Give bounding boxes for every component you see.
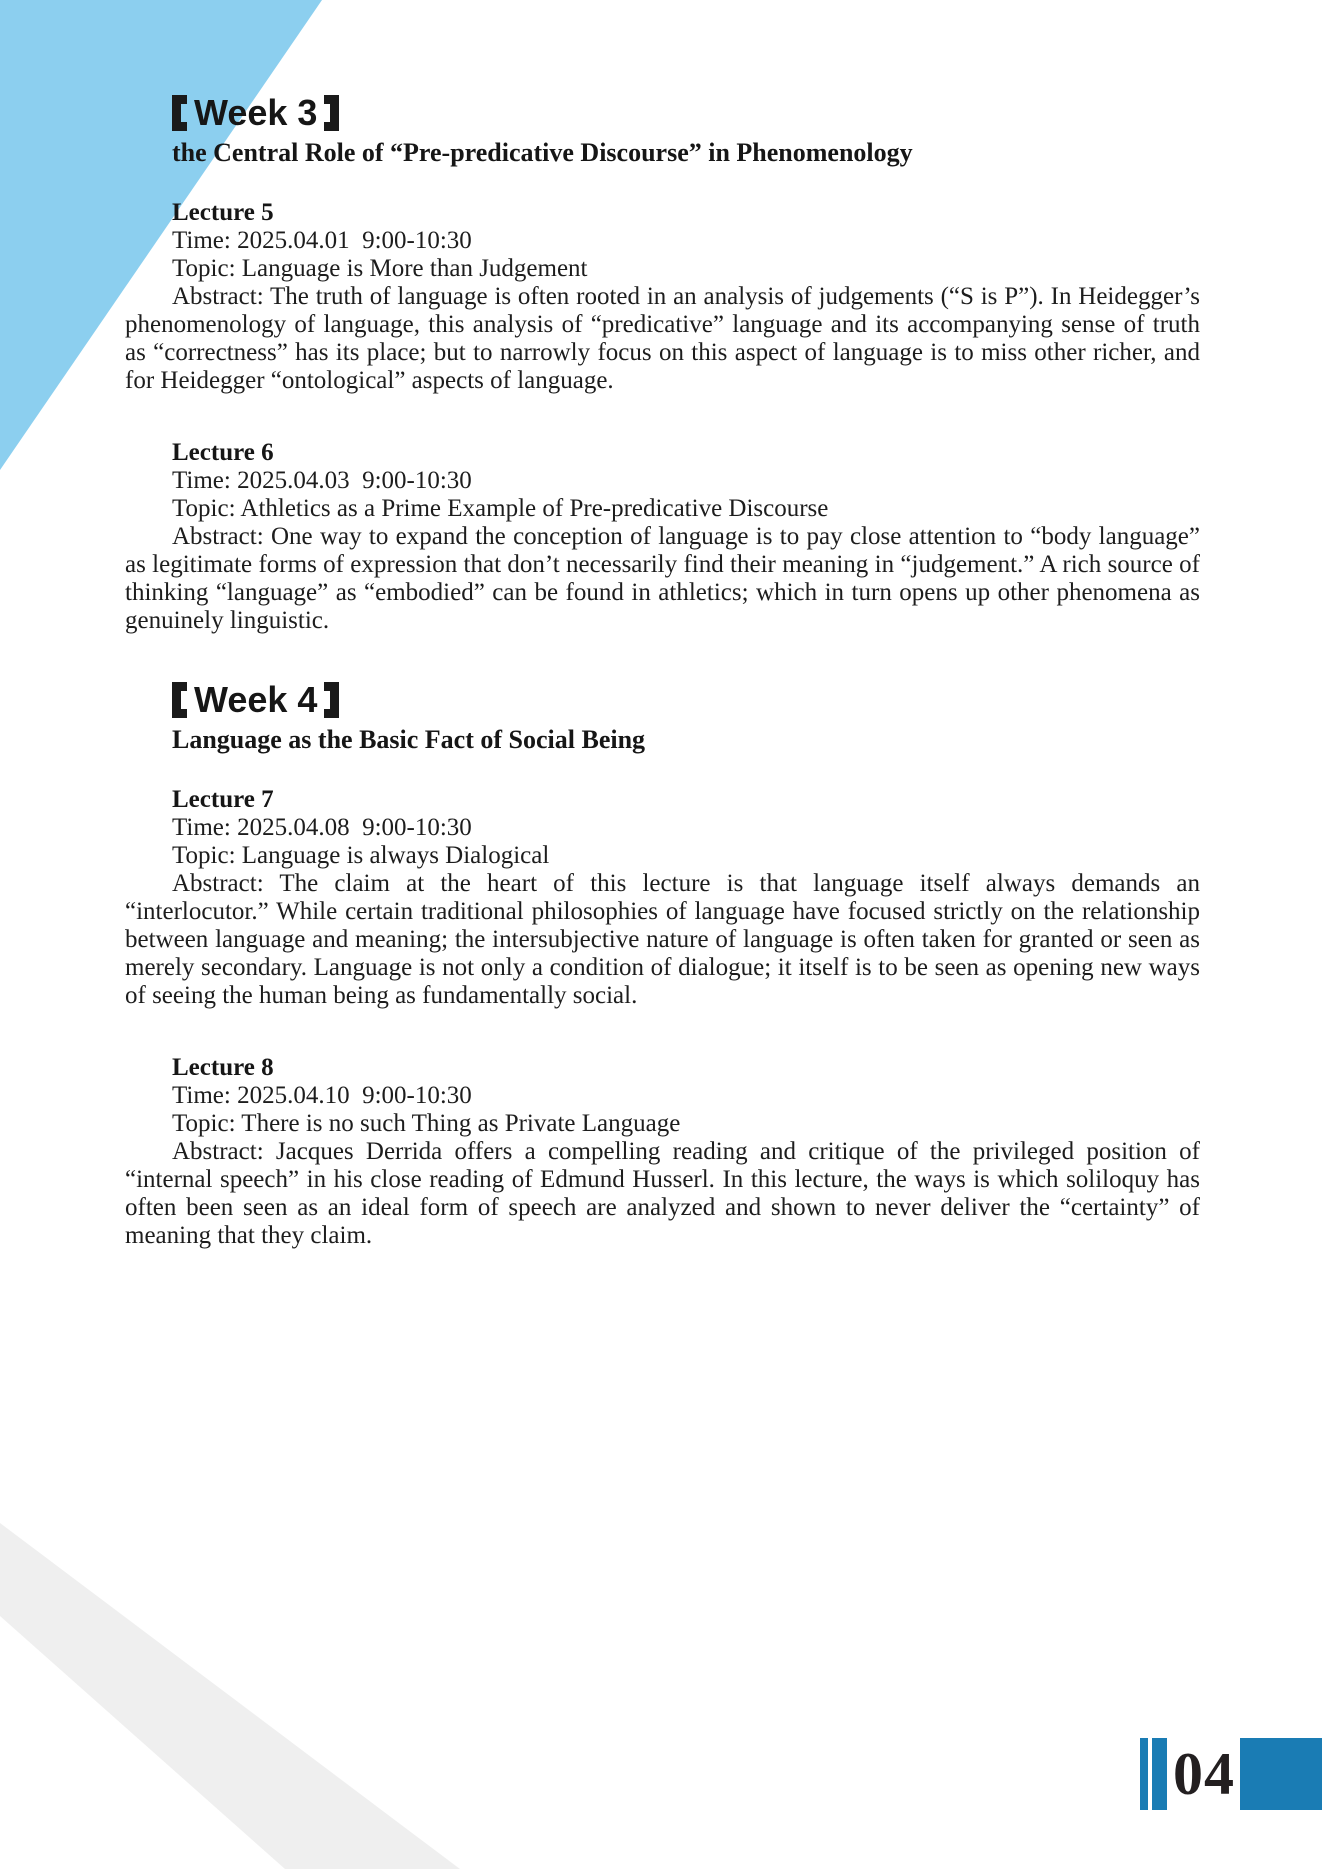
lecture-time: Time: 2025.04.10 9:00-10:30 bbox=[172, 1082, 472, 1109]
week-subtitle: Language as the Basic Fact of Social Being bbox=[172, 725, 646, 754]
lecture-topic: Topic: Athletics as a Prime Example of Pre-predicative Discourse bbox=[172, 495, 829, 522]
bottom-left-stripe-decoration bbox=[0, 1488, 462, 1869]
week-3-section bbox=[125, 92, 1200, 635]
page-number: 04 bbox=[1173, 1741, 1235, 1807]
lecture-abstract: Abstract: One way to expand the conception of language is to pay close attention to “body language” as legitimate forms of expression that don’t necessarily find their meaning in “judgement.” A rich source of thinking “language” as “embodied” can be found in athletics; which in turn opens up other phenomena as genuinely linguistic. bbox=[125, 523, 1200, 634]
lecture-topic: Topic: There is no such Thing as Private Language bbox=[172, 1110, 681, 1137]
lecture-list bbox=[125, 199, 1200, 635]
week-4-section bbox=[125, 679, 1200, 1250]
week-heading-text: Week 3 bbox=[194, 92, 318, 133]
lecture-topic: Topic: Language is always Dialogical bbox=[172, 842, 550, 869]
lecture-title: Lecture 5 bbox=[172, 199, 274, 226]
page-number-square bbox=[1240, 1738, 1322, 1810]
left-lenticular-bracket-icon bbox=[172, 682, 187, 718]
week-heading bbox=[172, 92, 1200, 134]
right-lenticular-bracket-icon bbox=[324, 95, 339, 131]
lecture-topic: Topic: Language is More than Judgement bbox=[172, 255, 588, 282]
week-heading bbox=[172, 679, 1200, 721]
lecture-time: Time: 2025.04.03 9:00-10:30 bbox=[172, 467, 472, 494]
page-number-block bbox=[1140, 1738, 1322, 1810]
week-heading-text: Week 4 bbox=[194, 679, 318, 720]
lecture-time: Time: 2025.04.08 9:00-10:30 bbox=[172, 814, 472, 841]
page-number-thick-bar bbox=[1152, 1738, 1167, 1810]
lecture-list bbox=[125, 786, 1200, 1250]
page-number-thin-bar bbox=[1140, 1738, 1148, 1810]
lecture-abstract: Abstract: Jacques Derrida offers a compelling reading and critique of the privileged position of “internal speech” in his close reading of Edmund Husserl. In this lecture, the ways is which soliloquy has often been seen as an ideal form of speech are analyzed and shown to never deliver the “certainty” of meaning that they claim. bbox=[125, 1138, 1200, 1249]
lecture-abstract: Abstract: The truth of language is often rooted in an analysis of judgements (“S is P”). In Heidegger’s phenomenology of language, this analysis of “predicative” language and its accompanying sense of truth as “correctness” has its place; but to narrowly focus on this aspect of language is to miss other richer, and for Heidegger “ontological” aspects of language. bbox=[125, 283, 1200, 394]
lecture-5-block bbox=[125, 199, 1200, 395]
lecture-abstract: Abstract: The claim at the heart of this lecture is that language itself always demands an “interlocutor.” While certain traditional philosophies of language have focused strictly on the relationship between language and meaning; the intersubjective nature of language is often taken for granted or seen as merely secondary. Language is not only a condition of dialogue; it itself is to be seen as opening new ways of seeing the human being as fundamentally social. bbox=[125, 870, 1200, 1009]
left-lenticular-bracket-icon bbox=[172, 95, 187, 131]
lecture-time: Time: 2025.04.01 9:00-10:30 bbox=[172, 227, 472, 254]
week-subtitle: the Central Role of “Pre-predicative Discourse” in Phenomenology bbox=[172, 138, 913, 167]
lecture-title: Lecture 7 bbox=[172, 786, 274, 813]
lecture-title: Lecture 8 bbox=[172, 1054, 274, 1081]
lecture-6-block bbox=[125, 439, 1200, 635]
right-lenticular-bracket-icon bbox=[324, 682, 339, 718]
lecture-7-block bbox=[125, 786, 1200, 1010]
lecture-title: Lecture 6 bbox=[172, 439, 274, 466]
lecture-8-block bbox=[125, 1054, 1200, 1250]
